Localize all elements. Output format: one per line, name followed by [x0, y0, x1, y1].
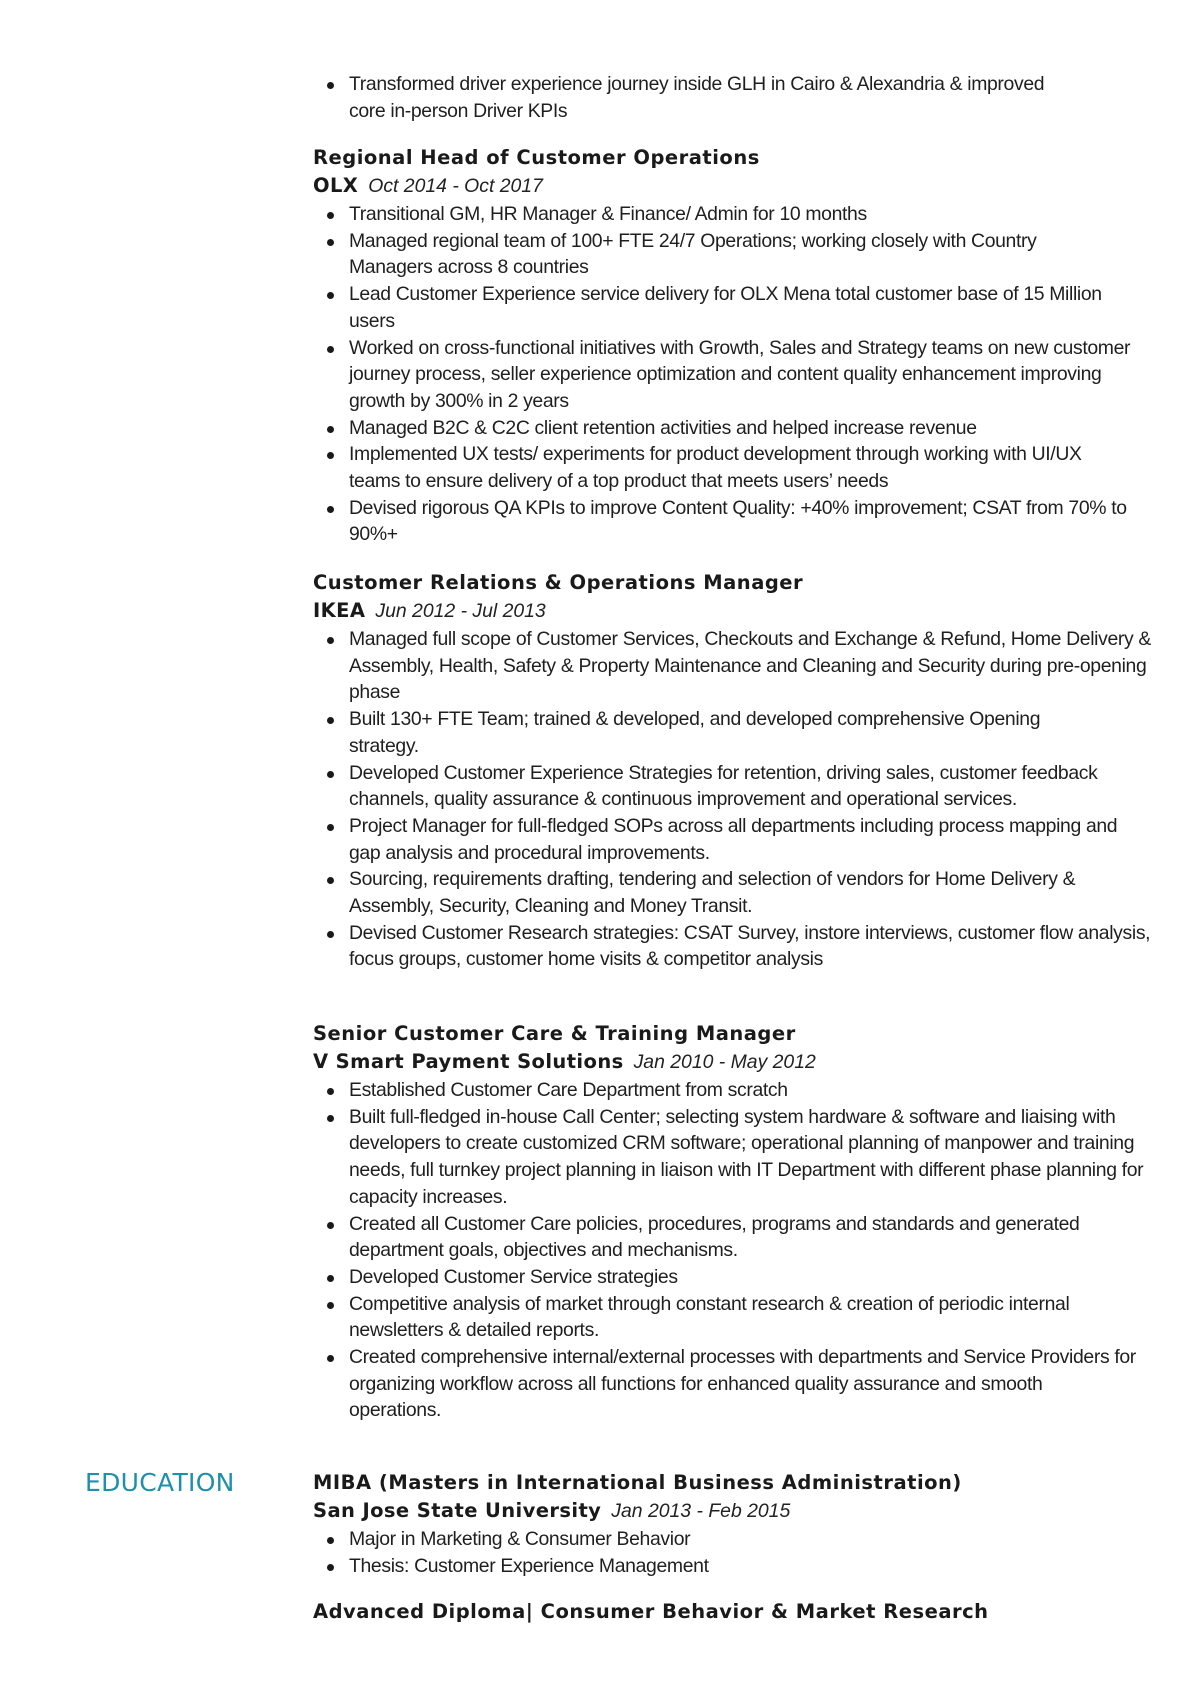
previous-job-continued [313, 71, 1143, 124]
school-line [313, 1497, 1143, 1525]
bullet-list [313, 1526, 1143, 1579]
bullet-icon [327, 1355, 334, 1362]
list-item: Established Customer Care Department from scratch [313, 1077, 1133, 1104]
bullet-icon [327, 452, 334, 459]
education-dates: Jan 2013 - Feb 2015 [611, 1500, 791, 1522]
company-line [313, 597, 1143, 625]
list-item: Devised rigorous QA KPIs to improve Content Quality: +40% improvement; CSAT from 70% to 90%+ [313, 495, 1139, 548]
bullet-icon [327, 877, 334, 884]
list-item: Developed Customer Experience Strategies for retention, driving sales, customer feedback channels, quality assurance & continuous improvement and operational services. [313, 760, 1169, 813]
job-title: Customer Relations & Operations Manager [313, 571, 804, 594]
list-item: Managed B2C & C2C client retention activities and helped increase revenue [313, 415, 1133, 442]
bullet-icon [327, 1115, 334, 1122]
bullet-icon [327, 346, 334, 353]
bullet-icon [327, 637, 334, 644]
list-item: Devised Customer Research strategies: CSAT Survey, instore interviews, customer flow analysis, focus groups, customer home visits & competitor analysis [313, 920, 1159, 973]
company-name: V Smart Payment Solutions [313, 1050, 624, 1073]
bullet-icon [327, 1275, 334, 1282]
bullet-list [313, 1077, 1144, 1424]
bullet-list [313, 626, 1151, 973]
list-item: Created all Customer Care policies, procedures, programs and standards and generated department goals, objectives and mechanisms. [313, 1211, 1149, 1264]
degree-title: MIBA (Masters in International Business Administration) [313, 1471, 962, 1494]
list-item: Created comprehensive internal/external processes with departments and Service Providers for organizing workflow across all functions for enhanced quality assurance and smooth operations. [313, 1344, 1139, 1424]
list-item: Project Manager for full-fledged SOPs across all departments including process mapping and gap analysis and procedural improvements. [313, 813, 1149, 866]
company-name: IKEA [313, 599, 366, 622]
list-item: Managed regional team of 100+ FTE 24/7 Operations; working closely with Country Managers across 8 countries [313, 228, 1069, 281]
job-dates: Jun 2012 - Jul 2013 [375, 600, 546, 622]
list-item: Major in Marketing & Consumer Behavior [313, 1526, 1143, 1553]
bullet-icon [327, 292, 334, 299]
job-title: Regional Head of Customer Operations [313, 146, 760, 169]
job-dates: Jan 2010 - May 2012 [633, 1051, 816, 1073]
education-entry-diploma [313, 1598, 1143, 1626]
company-line [313, 172, 1143, 200]
bullet-icon [327, 506, 334, 513]
list-item: Transformed driver experience journey inside GLH in Cairo & Alexandria & improved core in-person Driver KPIs [313, 71, 1069, 124]
job-dates: Oct 2014 - Oct 2017 [368, 175, 543, 197]
degree-title: Advanced Diploma| Consumer Behavior & Market Research [313, 1600, 989, 1623]
bullet-icon [327, 771, 334, 778]
list-item: Lead Customer Experience service delivery for OLX Mena total customer base of 15 Million users [313, 281, 1129, 334]
bullet-icon [327, 426, 334, 433]
job-entry-v-smart [313, 1020, 1143, 1424]
list-item: Managed full scope of Customer Services, Checkouts and Exchange & Refund, Home Delivery & Assembly, Health, Safety & Property Maintenance and Cleaning and Security during pre-opening phase [313, 626, 1159, 706]
job-entry-olx [313, 144, 1143, 548]
job-title: Senior Customer Care & Training Manager [313, 1022, 796, 1045]
bullet-icon [327, 1564, 334, 1571]
job-entry-ikea [313, 569, 1151, 973]
school-name: San Jose State University [313, 1499, 602, 1522]
company-line [313, 1048, 1143, 1076]
list-item: Worked on cross-functional initiatives with Growth, Sales and Strategy teams on new customer journey process, seller experience optimization and content quality enhancement improving growth by 300% in 2 years [313, 335, 1159, 415]
bullet-icon [327, 1088, 334, 1095]
bullet-icon [327, 82, 334, 89]
list-item: Built full-fledged in-house Call Center; selecting system hardware & software and liaising with developers to create customized CRM software; operational planning of manpower and training needs, full turnkey project planning in liaison with IT Department with different phase planning for capacity increases. [313, 1104, 1169, 1211]
education-entry-miba [313, 1469, 1143, 1579]
bullet-icon [327, 1537, 334, 1544]
list-item: Implemented UX tests/ experiments for product development through working with UI/UX teams to ensure delivery of a top product that meets users’ needs [313, 441, 1129, 494]
bullet-icon [327, 931, 334, 938]
list-item: Built 130+ FTE Team; trained & developed, and developed comprehensive Opening strategy. [313, 706, 1109, 759]
list-item: Developed Customer Service strategies [313, 1264, 1133, 1291]
bullet-icon [327, 1302, 334, 1309]
list-item: Thesis: Customer Experience Management [313, 1553, 1143, 1580]
bullet-icon [327, 1222, 334, 1229]
bullet-icon [327, 824, 334, 831]
list-item: Sourcing, requirements drafting, tendering and selection of vendors for Home Delivery & Assembly, Security, Cleaning and Money Transit. [313, 866, 1149, 919]
company-name: OLX [313, 174, 359, 197]
bullet-list [313, 201, 1133, 548]
bullet-list [313, 71, 1143, 124]
section-heading-education: EDUCATION [85, 1468, 235, 1497]
bullet-icon [327, 717, 334, 724]
list-item: Transitional GM, HR Manager & Finance/ Admin for 10 months [313, 201, 1133, 228]
bullet-icon [327, 239, 334, 246]
bullet-icon [327, 212, 334, 219]
list-item: Competitive analysis of market through constant research & creation of periodic internal newsletters & detailed reports. [313, 1291, 1159, 1344]
